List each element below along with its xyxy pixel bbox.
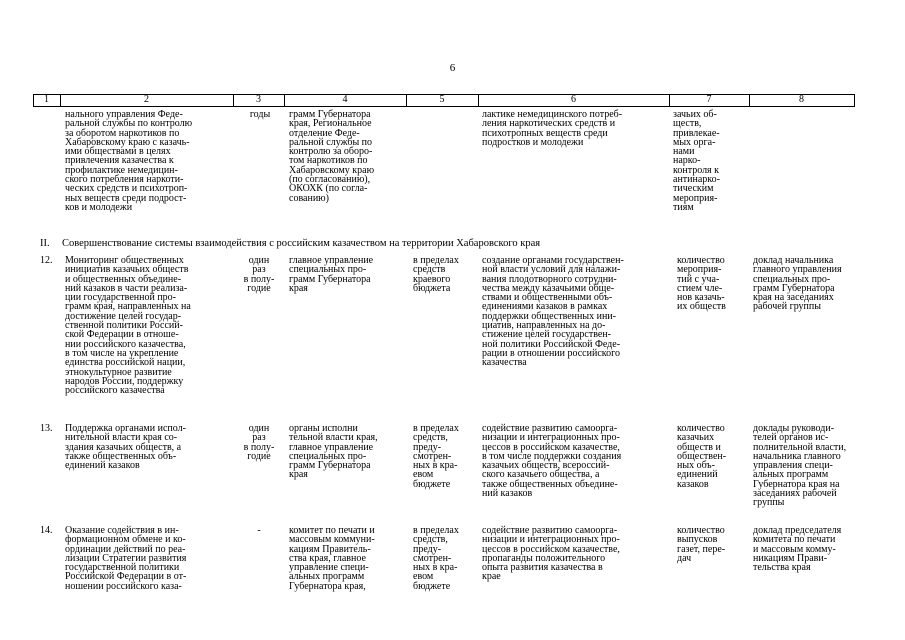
row-activity: Мониторинг общественных инициатив казачьих обществ и общественных объедине- ний казаков в части реализа- ции государственной про- грамм края, направленных на достижение целей государ- ственной политики Россий- ской Федерации в отноше- нии российского казачества, в том числе на укрепление единства российской нации, этнокультурное развитие народов России, поддержку российского казачества [65, 255, 191, 397]
cont-activity: нального управления Феде- ральной службы по контролю за оборотом наркотиков по Хабаровскому краю с казачь- ими обществами в целях привлечения казачества к профилактике немедицин- ского потребления наркоти- ческих средств и психотроп- ных веществ среди подрост- ков и молодежи [65, 109, 193, 213]
header-cell-3: 3 [256, 94, 261, 105]
section-number: II. [40, 238, 50, 249]
row-indicator: количество мероприя- тий с уча- стием чле- нов казачь- их обществ [677, 255, 726, 313]
row-indicator: количество казачьих обществ и обществен- ных объ- единений казаков [677, 423, 727, 490]
cont-period: годы [249, 109, 271, 120]
row-activity: Оказание содействия в ин- формационном обмене и ко- ординации действий по реа- лизации Стратегии развития государственной политики Российской Федерации в от- ношении российского каза- [65, 525, 187, 592]
header-cell-4: 4 [342, 94, 348, 105]
header-cell-2: 2 [144, 94, 149, 105]
row-reporting: доклады руководи- телей органов ис- полнительной власти, начальника главного управления специ- альных программ Губернатора края на заседаниях рабочей группы [753, 423, 847, 509]
row-funding: в пределах средств краевого бюджета [413, 255, 459, 294]
header-cell-1: 1 [44, 94, 49, 105]
row-result: содействие развитию самоорга- низации и интеграционных про- цессов в российском казачестве, в том числе поддержки создания казачьих обществ, всероссий- ского казачьего общества, а также общественных объедине- ний казаков [482, 423, 622, 500]
row-reporting: доклад начальника главного управления специальных про- грамм Губернатора края на заседаниях рабочей группы [753, 255, 842, 313]
row-number: 12. [40, 255, 53, 266]
column-divider [854, 94, 855, 106]
section-title: Совершенствование системы взаимодействия с российским казачеством на территории Хабаровского края [62, 238, 541, 249]
row-number: 14. [40, 525, 53, 536]
header-cell-7: 7 [706, 94, 712, 105]
row-reporting: доклад председателя комитета по печати и массовым комму- никациям Прави- тельства края [753, 525, 842, 574]
row-period: - [257, 525, 261, 536]
row-funding: в пределах средств, преду- смотрен- ных в кра- евом бюджете [413, 423, 459, 490]
header-cell-8: 8 [799, 94, 804, 105]
header-cell-5: 5 [439, 94, 445, 105]
cont-indicator: зачьих об- ществ, привлекае- мых орга- нами нарко- контроля к антинарко- тическим мероприя- тиям [673, 109, 720, 213]
section-heading [40, 238, 540, 249]
header-cell-6: 6 [571, 94, 576, 105]
row-number: 13. [40, 423, 53, 434]
header-bottom-rule [33, 106, 855, 107]
row-responsible: органы исполни тельной власти края, главное управление специальных про- грамм Губернатора края [289, 423, 378, 481]
row-period: один раз в полу- годие [243, 423, 275, 462]
row-result: создание органами государствен- ной власти условий для налажи- вания плодотворного сотрудни- чества между казачьими обще- ствами и общественными объ- единениями казаков в рамках поддержки общественных ини- циатив, направленных на до- стижение целей государствен- ной политики Российской Феде- рации в отношении российского казачества [482, 255, 624, 369]
cont-responsible: грамм Губернатора края, Региональное отделение Феде- ральной службы по контролю за оборо- том наркотиков по Хабаровскому краю (по согласованию), ОКОХК (по согла- сованию) [289, 109, 375, 204]
page-number: 6 [449, 62, 456, 74]
row-activity: Поддержка органами испол- нительной власти края со- здания казачьих обществ, а также общественных объ- единений казаков [65, 423, 186, 472]
row-responsible: главное управление специальных про- грамм Губернатора края [289, 255, 374, 294]
row-funding: в пределах средств, преду- смотрен- ных в кра- евом бюджете [413, 525, 459, 592]
row-result: содействие развитию самоорга- низации и интеграционных про- цессов в российском казачестве, пропаганды положительного опыта развития казачества в крае [482, 525, 620, 583]
row-indicator: количество выпусков газет, пере- дач [677, 525, 726, 564]
row-responsible: комитет по печати и массовым коммуни- кациям Правитель- ства края, главное управление специ- альных программ Губернатора края, [289, 525, 375, 592]
row-period: один раз в полу- годие [243, 255, 275, 294]
cont-result: лактике немедицинского потреб- ления наркотических средств и психотропных веществ среди подростков и молодежи [482, 109, 623, 148]
